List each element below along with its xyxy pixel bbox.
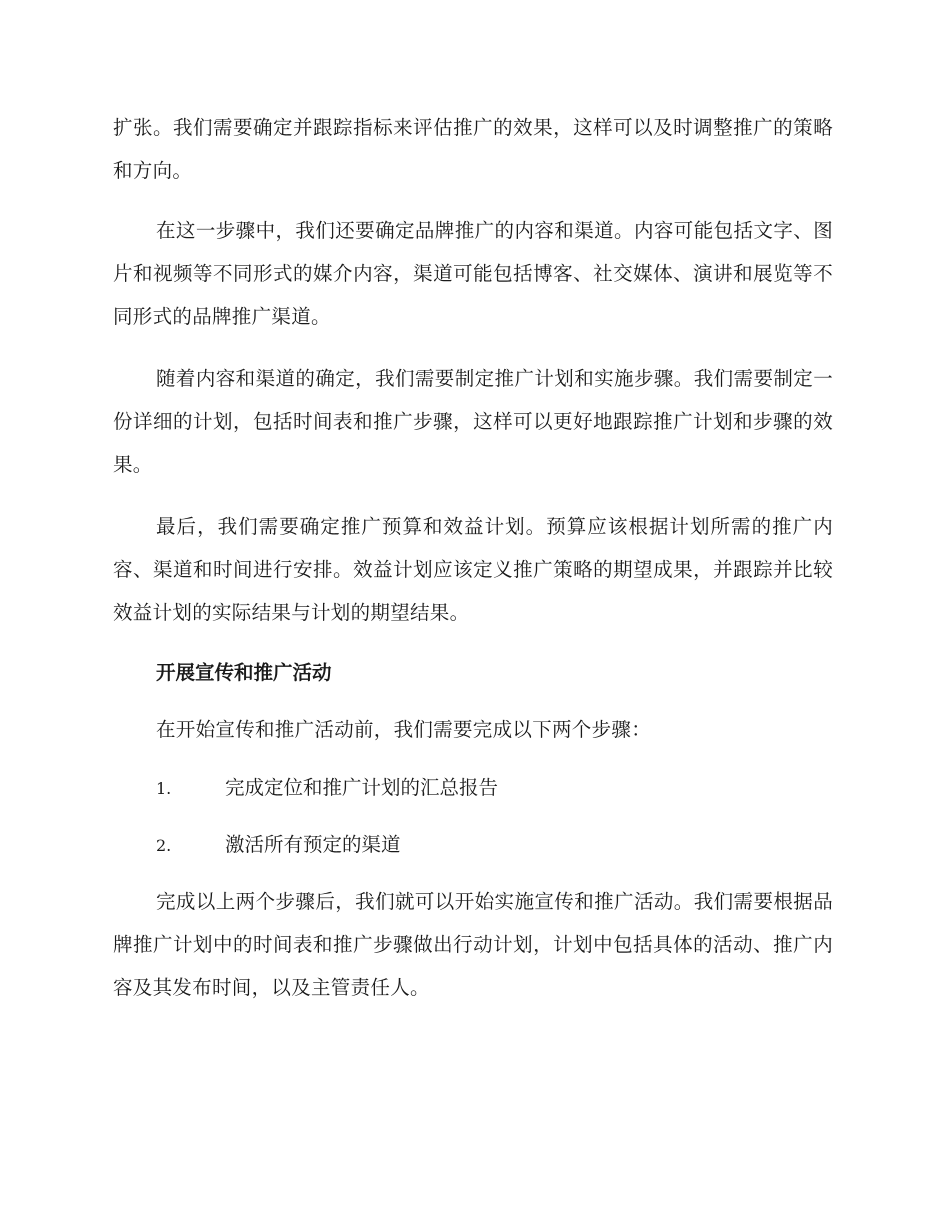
list-text: 完成定位和推广计划的汇总报告 <box>225 776 499 799</box>
list-text: 激活所有预定的渠道 <box>225 833 401 856</box>
list-item <box>156 766 498 809</box>
paragraph-budget: 最后，我们需要确定推广预算和效益计划。预算应该根据计划所需的推广内容、渠道和时间进行安排。效益计划应该定义推广策略的期望成果，并跟踪并比较效益计划的实际结果与计划的期望结果。 <box>113 515 833 624</box>
paragraph-content-channels: 在这一步骤中，我们还要确定品牌推广的内容和渠道。内容可能包括文字、图片和视频等不同形式的媒介内容，渠道可能包括博客、社交媒体、演讲和展览等不同形式的品牌推广渠道。 <box>113 219 833 328</box>
list-number: 1. <box>156 779 172 798</box>
list-number: 2. <box>156 836 172 855</box>
paragraph-closing: 完成以上两个步骤后，我们就可以开始实施宣传和推广活动。我们需要根据品牌推广计划中的时间表和推广步骤做出行动计划，计划中包括具体的活动、推广内容及其发布时间，以及主管责任人。 <box>113 890 833 999</box>
paragraph-continuation: 扩张。我们需要确定并跟踪指标来评估推广的效果，这样可以及时调整推广的策略和方向。 <box>113 116 833 182</box>
paragraph-intro: 在开始宣传和推广活动前，我们需要完成以下两个步骤： <box>156 718 652 741</box>
paragraph-plan-steps: 随着内容和渠道的确定，我们需要制定推广计划和实施步骤。我们需要制定一份详细的计划，包括时间表和推广步骤，这样可以更好地跟踪推广计划和步骤的效果。 <box>113 367 833 476</box>
list-item <box>156 823 401 866</box>
section-heading: 开展宣传和推广活动 <box>156 661 332 684</box>
